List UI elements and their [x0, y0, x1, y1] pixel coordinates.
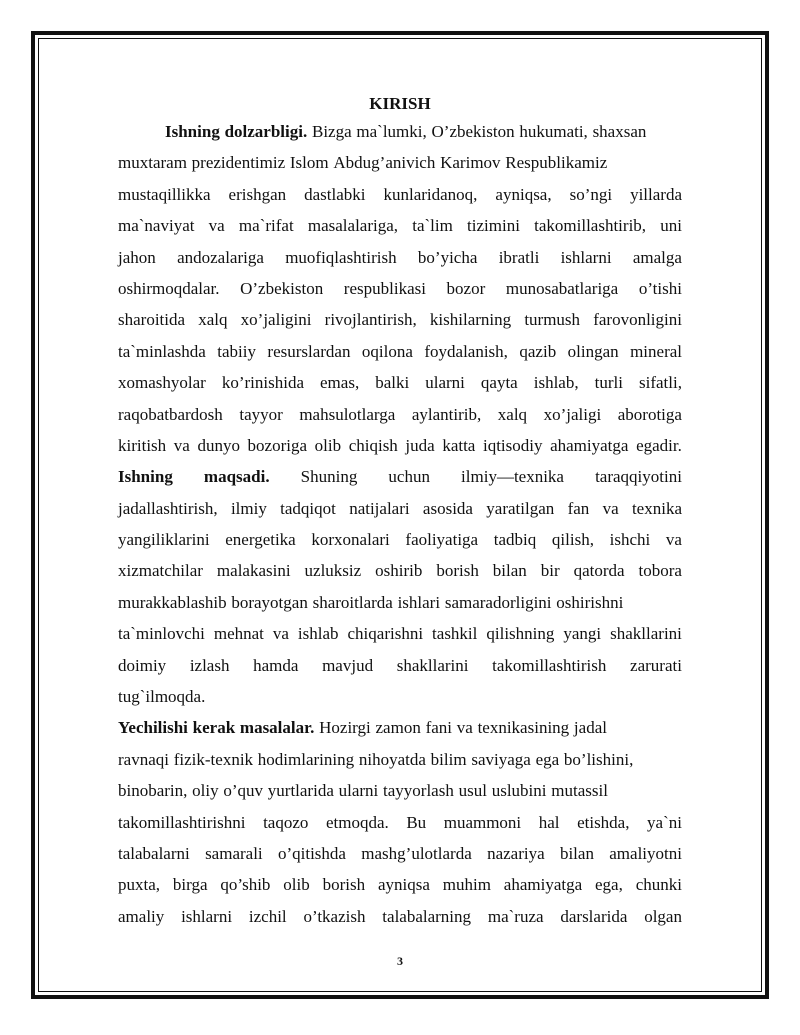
- word: Abdug’anivich: [333, 153, 436, 173]
- text-line: [118, 461, 682, 492]
- word: amaliy: [118, 906, 165, 926]
- word: hukumati,: [519, 122, 588, 141]
- word: takomillashtirish: [492, 655, 607, 675]
- word: takomillashtirib,: [534, 216, 647, 236]
- word: muxtaram: [118, 153, 187, 173]
- word: va: [208, 216, 225, 236]
- word: nazariya: [487, 843, 545, 863]
- word: kunlaridanoq,: [383, 184, 478, 204]
- text-line: [118, 367, 682, 398]
- word: kiritish: [118, 435, 167, 455]
- word: o’tkazish: [303, 906, 366, 926]
- word: jadallashtirish,: [118, 498, 218, 518]
- word: ma`naviyat: [118, 216, 195, 236]
- word: chiqarishni: [347, 624, 424, 644]
- word: ularni: [425, 373, 465, 393]
- word: uchun: [388, 467, 430, 487]
- word: tug`ilmoqda.: [118, 687, 206, 707]
- word: jahon: [118, 247, 156, 267]
- word: olib: [283, 875, 310, 895]
- text-line: [118, 336, 682, 367]
- word: va: [665, 530, 682, 550]
- word: talabalarni: [118, 843, 190, 863]
- text-line: [118, 618, 682, 649]
- word: ilmiy—texnika: [461, 467, 564, 487]
- text-line: [118, 430, 682, 461]
- word: ya`ni: [647, 812, 682, 832]
- word: xalq: [497, 404, 528, 424]
- word: ishlarni: [560, 247, 612, 267]
- word: bo’lishini,: [563, 749, 634, 769]
- text-line: [118, 587, 682, 618]
- word: mavjud: [322, 655, 374, 675]
- bold-heading-word: maqsadi.: [203, 467, 270, 487]
- word: olgan: [644, 906, 682, 926]
- word: faoliyatiga: [405, 530, 479, 550]
- word: katta: [442, 435, 476, 455]
- word: ishlab,: [533, 373, 579, 393]
- word: yillarda: [630, 184, 682, 204]
- word: jadal: [573, 718, 607, 738]
- word: taqozo: [263, 812, 309, 832]
- word: tayyorlash: [383, 781, 454, 801]
- word: tashkil: [432, 624, 478, 644]
- word: zamon: [375, 718, 421, 738]
- word: ko’rinishida: [221, 373, 304, 393]
- word: chunki: [635, 875, 682, 895]
- word: juda: [405, 435, 435, 455]
- word: prezidentimiz: [191, 153, 286, 173]
- word: sharoitlarda: [312, 592, 393, 612]
- word: tadqiqot: [280, 498, 336, 518]
- word: yangi: [563, 624, 602, 644]
- word: qazib: [519, 341, 557, 361]
- word: muofiqlashtirish: [285, 247, 397, 267]
- word: fan: [567, 498, 590, 518]
- word: ishchi: [609, 530, 651, 550]
- word: ma`ruza: [487, 906, 544, 926]
- bold-heading-word: Yechilishi: [118, 718, 188, 738]
- word: Respublikamiz: [505, 153, 608, 173]
- word: bozor: [446, 278, 486, 298]
- word: oliy: [192, 781, 219, 801]
- document-body: [118, 92, 682, 932]
- word: energetika: [225, 530, 296, 550]
- word: va: [173, 435, 190, 455]
- word: saviyaga: [471, 749, 531, 769]
- word: rivojlantirish,: [324, 310, 417, 330]
- word: korxonalari: [311, 530, 390, 550]
- word: qo’shib: [220, 875, 271, 895]
- text-line: [118, 775, 682, 806]
- word: tobora: [638, 561, 682, 581]
- word: tabiiy: [217, 341, 256, 361]
- word: muhim: [442, 875, 491, 895]
- text-line: [118, 650, 682, 681]
- text-line: [118, 242, 682, 273]
- word: Bizga: [311, 122, 352, 141]
- word: ega: [535, 749, 560, 769]
- word: qayta: [480, 373, 518, 393]
- word: emas,: [320, 373, 360, 393]
- bold-heading-word: Ishning: [118, 467, 173, 487]
- word: ayniqsa: [377, 875, 430, 895]
- page-number: 3: [397, 954, 403, 968]
- word: olingan: [567, 341, 619, 361]
- word: ishlari: [397, 592, 441, 612]
- text-line: [118, 838, 682, 869]
- word: turmush: [524, 310, 581, 330]
- text-line: [118, 210, 682, 241]
- word: usul: [458, 781, 487, 801]
- word: malakasini: [216, 561, 291, 581]
- word: ega,: [595, 875, 623, 895]
- text-line: [118, 869, 682, 900]
- word: izchil: [248, 906, 287, 926]
- word: tayyor: [239, 404, 283, 424]
- word: taraqqiyotini: [595, 467, 682, 487]
- text-line: [118, 493, 682, 524]
- word: xizmatchilar: [118, 561, 203, 581]
- word: tizimini: [467, 216, 520, 236]
- word: bilan: [559, 843, 594, 863]
- word: hamda: [253, 655, 299, 675]
- bold-heading-word: dolzarbligi.: [224, 122, 308, 141]
- word: izlash: [189, 655, 230, 675]
- word: olib: [314, 435, 342, 455]
- word: bilim: [430, 749, 467, 769]
- word: turli: [594, 373, 623, 393]
- word: ahamiyatga: [503, 875, 583, 895]
- word: ularni: [338, 781, 379, 801]
- word: kishilarning: [429, 310, 512, 330]
- word: xo’jaligi: [543, 404, 602, 424]
- word: birga: [172, 875, 208, 895]
- word: mehnat: [213, 624, 264, 644]
- word: Bu: [406, 812, 427, 832]
- word: fizik-texnik: [173, 749, 254, 769]
- word: masalalariga,: [307, 216, 399, 236]
- word: ma`lumki,: [356, 122, 427, 141]
- bold-heading-word: Ishning: [165, 122, 220, 141]
- text-line: [118, 555, 682, 586]
- word: bilan: [492, 561, 527, 581]
- word: Karimov: [440, 153, 501, 173]
- word: bir: [540, 561, 560, 581]
- text-line: [118, 399, 682, 430]
- word: balki: [375, 373, 410, 393]
- word: O’zbekiston: [240, 278, 324, 298]
- word: so’ngi: [569, 184, 613, 204]
- word: Islom: [289, 153, 329, 173]
- word: chiqish: [348, 435, 398, 455]
- word: dastlabki: [304, 184, 366, 204]
- text-line: [118, 147, 682, 178]
- word: xomashyolar: [118, 373, 206, 393]
- word: tadbiq: [493, 530, 537, 550]
- word: shakllarini: [610, 624, 682, 644]
- word: fani: [425, 718, 453, 738]
- word: bo’yicha: [417, 247, 478, 267]
- word: texnika: [631, 498, 682, 518]
- word: o’qitishda: [277, 843, 346, 863]
- word: natijalari: [349, 498, 410, 518]
- text-line: [118, 744, 682, 775]
- word: asosida: [422, 498, 473, 518]
- word: shaxsan: [592, 122, 647, 141]
- word: iqtisodiy: [482, 435, 543, 455]
- section-title: KIRISH: [369, 94, 431, 113]
- word: amalga: [632, 247, 682, 267]
- text-line: [118, 179, 682, 210]
- word: erishgan: [228, 184, 287, 204]
- word: hal: [538, 812, 560, 832]
- word: ishlarni: [181, 906, 233, 926]
- word: samarali: [205, 843, 263, 863]
- word: ishlab: [297, 624, 339, 644]
- word: murakkablashib: [118, 592, 227, 612]
- word: takomillashtirishni: [118, 812, 246, 832]
- word: dunyo: [197, 435, 240, 455]
- word: etishda,: [577, 812, 630, 832]
- word: puxta,: [118, 875, 161, 895]
- word: qilish,: [551, 530, 594, 550]
- word: ta`minlashda: [118, 341, 206, 361]
- word: texnikasining: [477, 718, 570, 738]
- word: ibratli: [498, 247, 540, 267]
- word: uni: [660, 216, 682, 236]
- text-line: [118, 273, 682, 304]
- word: ma`rifat: [238, 216, 294, 236]
- bold-heading-word: kerak: [192, 718, 236, 738]
- word: binobarin,: [118, 781, 188, 801]
- word: talabalarning: [382, 906, 472, 926]
- word: etmoqda.: [325, 812, 389, 832]
- word: aylantirib,: [411, 404, 482, 424]
- word: hodimlarining: [257, 749, 355, 769]
- word: Shuning: [300, 467, 358, 487]
- text-line: [118, 524, 682, 555]
- word: va: [272, 624, 289, 644]
- word: ravnaqi: [118, 749, 169, 769]
- word: o’tishi: [638, 278, 682, 298]
- text-line: [118, 807, 682, 838]
- word: Hozirgi: [319, 718, 371, 738]
- word: yurtlarida: [267, 781, 334, 801]
- word: raqobatbardosh: [118, 404, 223, 424]
- word: zarurati: [630, 655, 682, 675]
- word: borish: [322, 875, 366, 895]
- word: muammoni: [443, 812, 522, 832]
- text-line: [118, 712, 682, 743]
- word: yaratilgan: [486, 498, 555, 518]
- word: va: [602, 498, 619, 518]
- word: respublikasi: [343, 278, 426, 298]
- word: uslubini: [491, 781, 547, 801]
- word: darslarida: [560, 906, 628, 926]
- word: borayotgan: [231, 592, 308, 612]
- text-line: [118, 116, 682, 147]
- word: aborotiga: [617, 404, 682, 424]
- word: sifatli,: [638, 373, 682, 393]
- word: doimiy: [118, 655, 167, 675]
- word: andozalariga: [177, 247, 264, 267]
- text-line: [118, 304, 682, 335]
- word: mashg’ulotlarda: [361, 843, 472, 863]
- word: ta`minlovchi: [118, 624, 205, 644]
- word: xalq: [198, 310, 228, 330]
- word: ta`lim: [412, 216, 453, 236]
- word: oshirib: [375, 561, 423, 581]
- word: yangiliklarini: [118, 530, 210, 550]
- word: egadir.: [636, 435, 682, 455]
- word: mahsulotlarga: [299, 404, 396, 424]
- word: mutassil: [551, 781, 608, 801]
- word: oshirmoqdalar.: [118, 278, 220, 298]
- word: nihoyatda: [358, 749, 426, 769]
- bold-heading-word: masalalar.: [239, 718, 315, 738]
- word: samaradorligini: [444, 592, 552, 612]
- word: foydalanish,: [424, 341, 508, 361]
- word: qilishning: [486, 624, 555, 644]
- word: resurslardan: [267, 341, 351, 361]
- word: mustaqillikka: [118, 184, 211, 204]
- word: ilmiy: [230, 498, 267, 518]
- word: O’zbekiston: [431, 122, 515, 141]
- word: xo’jaligini: [240, 310, 312, 330]
- word: o’quv: [223, 781, 264, 801]
- word: uzluksiz: [304, 561, 362, 581]
- word: va: [456, 718, 473, 738]
- word: oqilona: [361, 341, 413, 361]
- word: ayniqsa,: [495, 184, 552, 204]
- word: amaliyotni: [609, 843, 682, 863]
- text-line: [118, 901, 682, 932]
- word: farovonligini: [593, 310, 682, 330]
- paragraph-lines: [118, 116, 682, 932]
- word: qatorda: [573, 561, 625, 581]
- text-line: [118, 681, 682, 712]
- word: oshirishni: [556, 592, 624, 612]
- word: borish: [436, 561, 479, 581]
- word: munosabatlariga: [505, 278, 619, 298]
- word: mineral: [630, 341, 682, 361]
- word: ahamiyatga: [550, 435, 629, 455]
- word: sharoitida: [118, 310, 186, 330]
- word: bozoriga: [247, 435, 308, 455]
- word: shakllarini: [396, 655, 469, 675]
